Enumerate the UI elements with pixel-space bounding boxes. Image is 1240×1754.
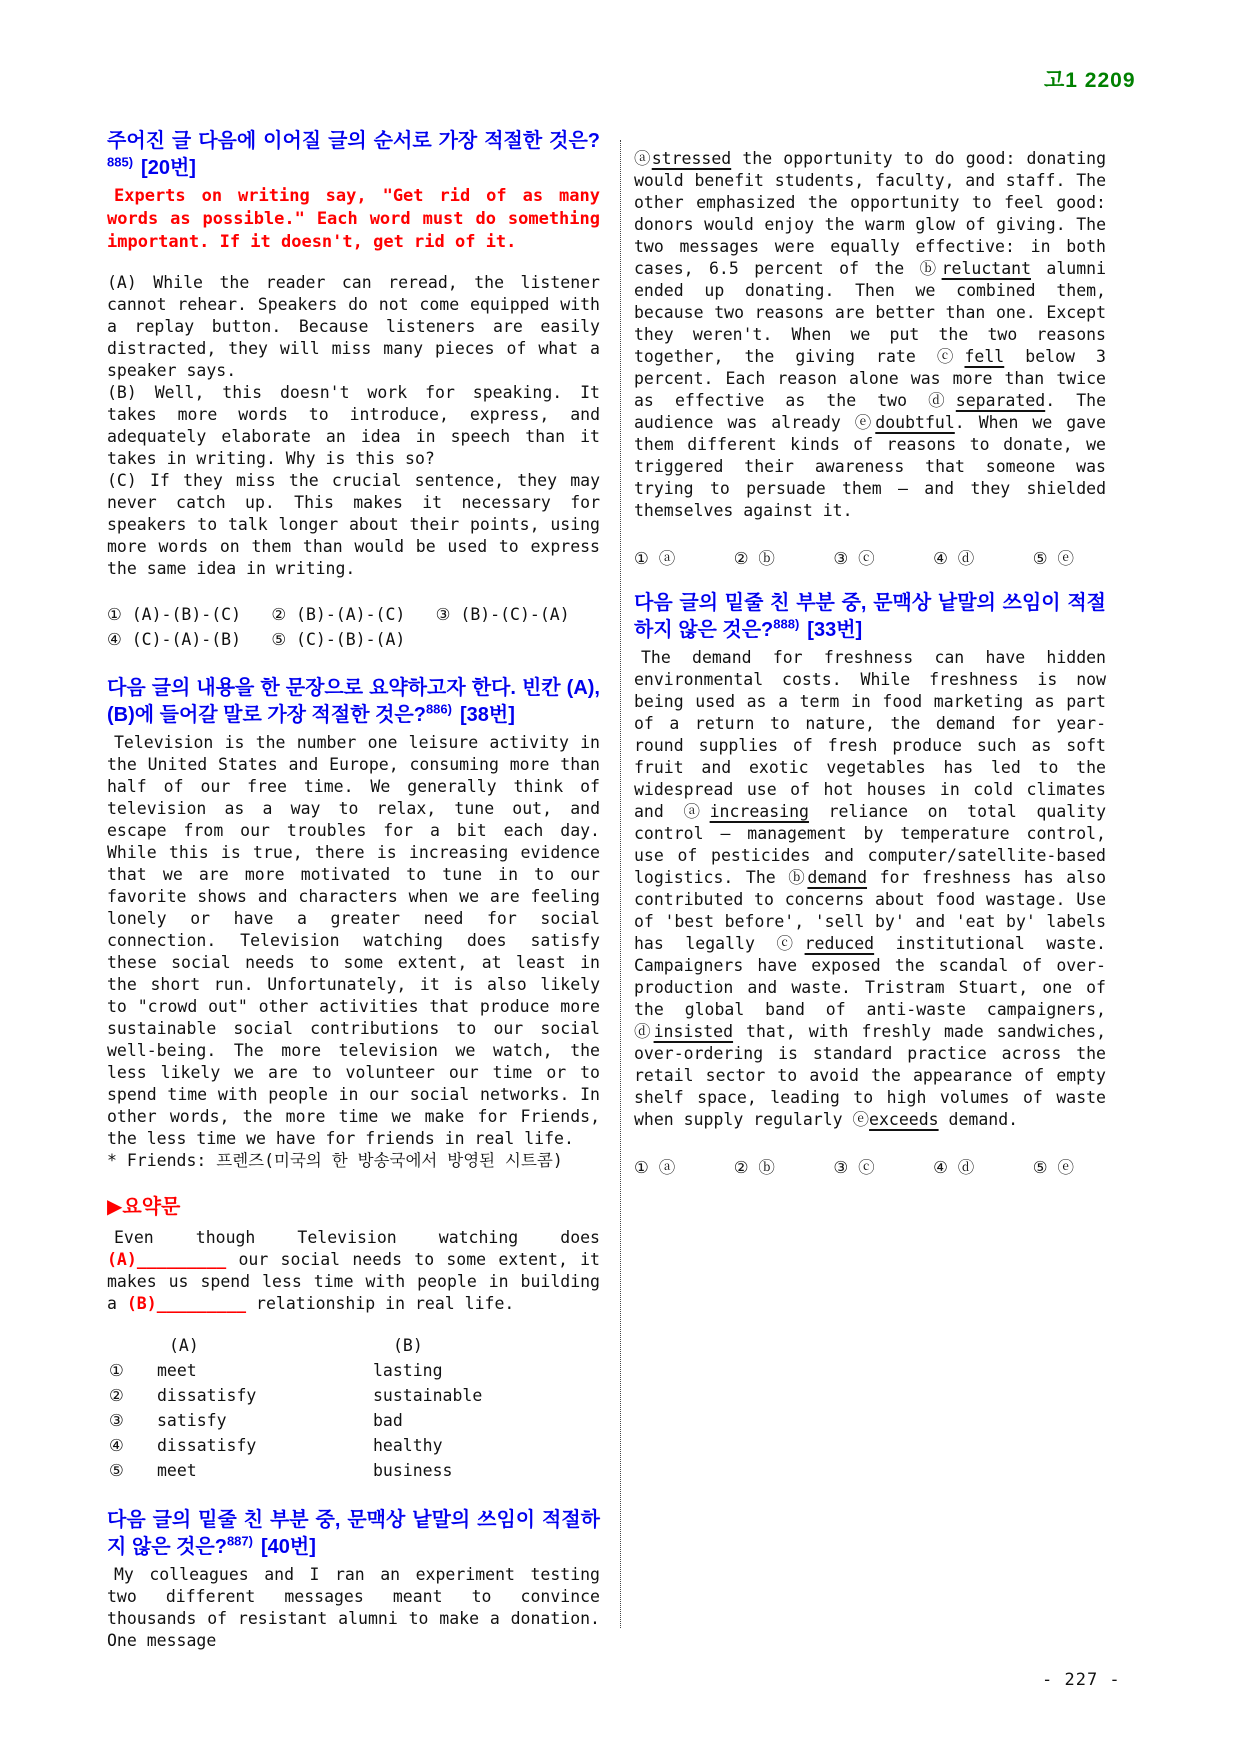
- page-label: 고1 2209: [1044, 69, 1136, 92]
- choice-1: ① (A)-(B)-(C): [107, 605, 241, 624]
- choice-number: ④: [109, 1436, 124, 1455]
- summary-heading: ▶요약문: [107, 1196, 181, 1218]
- table-row: [107, 1358, 600, 1383]
- choice-1: ① ⓐ: [634, 1158, 676, 1177]
- column-divider: [620, 140, 621, 1628]
- option-a: meet: [157, 1361, 197, 1380]
- option-b: lasting: [373, 1361, 443, 1380]
- choice-5: ⑤ ⓔ: [1032, 549, 1074, 568]
- answer-choices: [107, 604, 600, 651]
- question-40: [107, 1507, 600, 1652]
- question-title: 주어진 글 다음에 이어질 글의 순서로 가장 적절한 것은?: [107, 130, 600, 152]
- option-b: bad: [373, 1411, 403, 1430]
- choice-3: ③ ⓒ: [833, 549, 875, 568]
- table-header-row: [107, 1333, 600, 1358]
- question-38-heading: [107, 675, 600, 729]
- left-column: [107, 128, 600, 1652]
- paragraph-b: (B) Well, this doesn't work for speaking. It takes more words to introduce, express, and adequately elaborate an idea in speech than it takes in writing. Why is this so?: [107, 383, 600, 468]
- table-row: [107, 1433, 600, 1458]
- choice-number: ⑤: [109, 1461, 124, 1480]
- footnote-ref: 886): [425, 701, 452, 717]
- footnote-ref: 888): [773, 616, 800, 632]
- given-text: Experts on writing say, "Get rid of as many words as possible." Each word must do something important. If it doesn't, get rid of it.: [107, 186, 600, 252]
- passage: Television is the number one leisure activity in the United States and Europe, consuming more than half of our free time. We generally think of television as a way to relax, tune out, and escape from our troubles for a bit each day. While this is true, there is increasing evidence that we are more motivated to tune in to our favorite shows and characters when we are feeling lonely or have a greater need for social connection. Television watching does satisfy these social needs to some extent, at least in the short run. Unfortunately, it is also likely to "crowd out" other activities that produce more sustainable social contributions to our social well-being. The more television we watch, the less likely we are to volunteer our time or to spend time with people in our social networks. In other words, the more time we make for Friends, the less time we have for friends in real life.: [107, 733, 600, 1148]
- passage-note: * Friends: 프렌즈(미국의 한 방송국에서 방영된 시트콤): [107, 1151, 563, 1170]
- choice-5: ⑤ ⓔ: [1032, 1158, 1074, 1177]
- summary-text: Even though Television watching does (A)_________ our social needs to some extent, it makes us spend less time with people in building a (B)_________ relationship in real life.: [107, 1228, 600, 1313]
- choice-2: ② ⓑ: [733, 1158, 775, 1177]
- question-title: 다음 글의 내용을 한 문장으로 요약하고자 한다. 빈칸 (A), (B)에 들어갈 말로 가장 적절한 것은?: [107, 677, 600, 726]
- choice-1: ① ⓐ: [634, 549, 676, 568]
- choice-number: ②: [109, 1386, 124, 1405]
- question-33-heading: [634, 590, 1106, 644]
- column-b-header: (B): [393, 1336, 423, 1355]
- table-row: [107, 1383, 600, 1408]
- right-column: [634, 148, 1106, 1179]
- footnote-ref: 885): [107, 154, 134, 170]
- option-a: satisfy: [157, 1411, 227, 1430]
- passage-continuation: ⓐstressed the opportunity to do good: donating would benefit students, faculty, and staff. The other emphasized the opportunity to feel good: donors would enjoy the warm glow of giving. The two messages were equally effective: in both cases, 6.5 percent of the ⓑreluctant alumni ended up donating. Then we combined them, because two reasons are better than one. Except they weren't. When we put the two reasons together, the giving rate ⓒfell below 3 percent. Each reason alone was more than twice as effective as the two ⓓseparated. The audience was already ⓔdoubtful. When we gave them different kinds of reasons to donate, we triggered their awareness that someone was trying to persuade them — and they shielded themselves against it.: [634, 149, 1107, 520]
- choice-3: ③ ⓒ: [833, 1158, 875, 1177]
- question-title: 다음 글의 밑줄 친 부분 중, 문맥상 낱말의 쓰임이 적절하지 않은 것은?: [634, 592, 1106, 641]
- page-number: - 227 -: [1042, 1670, 1121, 1690]
- ordering-paragraphs: [107, 272, 600, 580]
- choice-number: ③: [109, 1411, 124, 1430]
- question-number-tag: [20번]: [141, 157, 196, 179]
- answer-choices: [634, 1157, 1074, 1179]
- column-a-header: (A): [169, 1336, 199, 1355]
- choice-2: ② (B)-(A)-(C): [271, 605, 406, 624]
- question-number-tag: [33번]: [807, 619, 863, 641]
- choice-number: ①: [109, 1361, 124, 1380]
- summary-choice-table: [107, 1333, 600, 1483]
- question-40-heading: [107, 1507, 600, 1561]
- question-40-continued: [634, 148, 1106, 570]
- choice-2: ② ⓑ: [733, 549, 775, 568]
- option-a: meet: [157, 1461, 197, 1480]
- passage-start: My colleagues and I ran an experiment testing two different messages meant to convince thousands of resistant alumni to make a donation. One message: [107, 1565, 600, 1650]
- question-number-tag: [38번]: [459, 704, 515, 726]
- choice-5: ⑤ (C)-(B)-(A): [271, 630, 406, 649]
- option-b: business: [373, 1461, 453, 1480]
- footnote-ref: 887): [226, 1533, 253, 1549]
- paragraph-a: (A) While the reader can reread, the listener cannot rehear. Speakers do not come equipped with a replay button. Because listeners are easily distracted, they will miss many pieces of what a speaker says.: [107, 273, 600, 380]
- option-a: dissatisfy: [157, 1386, 257, 1405]
- table-row: [107, 1458, 600, 1483]
- question-number-tag: [40번]: [260, 1536, 316, 1558]
- question-33: [634, 590, 1106, 1179]
- paragraph-c: (C) If they miss the crucial sentence, they may never catch up. This makes it necessary for speakers to talk longer about their points, using more words on them than would be used to express the same idea in writing.: [107, 471, 600, 578]
- table-row: [107, 1408, 600, 1433]
- option-a: dissatisfy: [157, 1436, 257, 1455]
- question-title: 다음 글의 밑줄 친 부분 중, 문맥상 낱말의 쓰임이 적절하지 않은 것은?: [107, 1509, 600, 1558]
- option-b: sustainable: [373, 1386, 483, 1405]
- passage: The demand for freshness can have hidden environmental costs. While freshness is now being used as a term in food marketing as part of a return to nature, the demand for year-round supplies of fresh produce such as soft fruit and exotic vegetables has led to the widespread use of hot houses in cold climates and ⓐincreasing reliance on total quality control — management by temperature control, use of pesticides and computer/satellite-based logistics. The ⓑdemand for freshness has also contributed to concerns about food wastage. Use of 'best before', 'sell by' and 'eat by' labels has legally ⓒreduced institutional waste. Campaigners have exposed the scandal of over-production and waste. Tristram Stuart, one of the global band of anti-waste campaigners, ⓓinsisted that, with freshly made sandwiches, over-ordering is standard practice across the retail sector to avoid the appearance of empty shelf space, leading to high volumes of waste when supply regularly ⓔexceeds demand.: [634, 648, 1107, 1129]
- choice-4: ④ ⓓ: [933, 1158, 975, 1177]
- question-38: [107, 675, 600, 1483]
- choice-4: ④ ⓓ: [933, 549, 975, 568]
- question-20-heading: [107, 128, 600, 182]
- answer-choices: [634, 548, 1074, 570]
- choice-4: ④ (C)-(A)-(B): [107, 630, 241, 649]
- question-20: [107, 128, 600, 651]
- choice-3: ③ (B)-(C)-(A): [435, 605, 570, 624]
- option-b: healthy: [373, 1436, 443, 1455]
